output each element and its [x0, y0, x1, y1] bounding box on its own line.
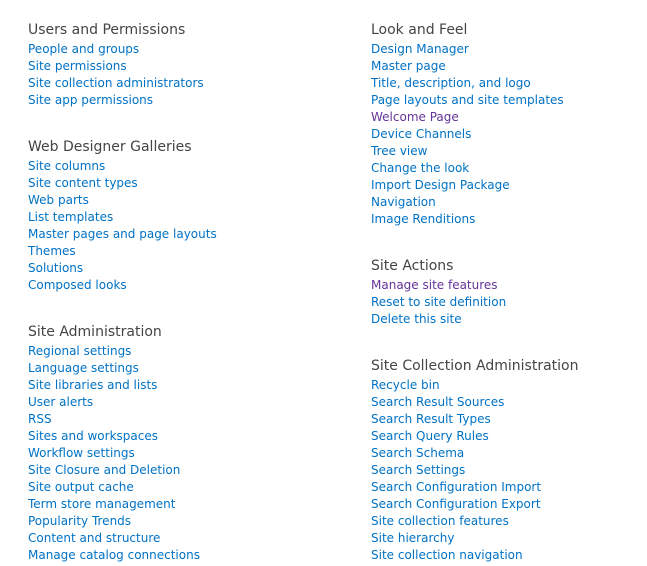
link-solutions[interactable]: Solutions	[28, 261, 84, 275]
link-sites-and-workspaces[interactable]: Sites and workspaces	[28, 429, 158, 443]
link-search-configuration-export[interactable]: Search Configuration Export	[371, 497, 541, 511]
link-composed-looks[interactable]: Composed looks	[28, 278, 127, 292]
link-design-manager[interactable]: Design Manager	[371, 42, 469, 56]
link-list-templates[interactable]: List templates	[28, 210, 114, 224]
link-language-settings[interactable]: Language settings	[28, 361, 139, 375]
link-import-design-package[interactable]: Import Design Package	[371, 178, 510, 192]
link-site-closure-and-deletion[interactable]: Site Closure and Deletion	[28, 463, 181, 477]
link-site-collection-navigation[interactable]: Site collection navigation	[371, 548, 523, 562]
link-search-schema[interactable]: Search Schema	[371, 446, 465, 460]
link-device-channels[interactable]: Device Channels	[371, 127, 472, 141]
link-regional-settings[interactable]: Regional settings	[28, 344, 132, 358]
link-search-query-rules[interactable]: Search Query Rules	[371, 429, 489, 443]
section-title: Users and Permissions	[28, 22, 186, 38]
link-search-configuration-import[interactable]: Search Configuration Import	[371, 480, 542, 494]
link-reset-to-site-definition[interactable]: Reset to site definition	[371, 295, 507, 309]
link-term-store-management[interactable]: Term store management	[28, 497, 176, 511]
link-title-description-and-logo[interactable]: Title, description, and logo	[371, 76, 531, 90]
link-site-collection-administrators[interactable]: Site collection administrators	[28, 76, 204, 90]
link-page-layouts-and-site-templates[interactable]: Page layouts and site templates	[371, 93, 564, 107]
link-site-collection-features[interactable]: Site collection features	[371, 514, 509, 528]
link-site-hierarchy[interactable]: Site hierarchy	[371, 531, 455, 545]
link-site-content-types[interactable]: Site content types	[28, 176, 138, 190]
link-search-result-types[interactable]: Search Result Types	[371, 412, 491, 426]
link-site-libraries-and-lists[interactable]: Site libraries and lists	[28, 378, 158, 392]
section-title: Site Administration	[28, 324, 162, 340]
section-users-and-permissions	[28, 21, 328, 107]
link-list	[28, 156, 328, 292]
link-site-output-cache[interactable]: Site output cache	[28, 480, 134, 494]
link-list	[28, 341, 328, 562]
section-title: Site Collection Administration	[371, 358, 579, 374]
section-web-designer-galleries	[28, 138, 328, 292]
link-search-settings[interactable]: Search Settings	[371, 463, 466, 477]
section-site-administration	[28, 323, 328, 562]
link-navigation[interactable]: Navigation	[371, 195, 436, 209]
link-delete-this-site[interactable]: Delete this site	[371, 312, 462, 326]
link-manage-catalog-connections[interactable]: Manage catalog connections	[28, 548, 200, 562]
link-site-app-permissions[interactable]: Site app permissions	[28, 93, 154, 107]
link-change-the-look[interactable]: Change the look	[371, 161, 470, 175]
link-workflow-settings[interactable]: Workflow settings	[28, 446, 135, 460]
section-title: Site Actions	[371, 258, 454, 274]
link-tree-view[interactable]: Tree view	[371, 144, 428, 158]
link-themes[interactable]: Themes	[28, 244, 76, 258]
link-list	[28, 39, 328, 107]
link-people-and-groups[interactable]: People and groups	[28, 42, 140, 56]
link-list	[371, 375, 641, 562]
link-web-parts[interactable]: Web parts	[28, 193, 89, 207]
link-image-renditions[interactable]: Image Renditions	[371, 212, 476, 226]
section-look-and-feel	[371, 21, 641, 226]
section-title: Web Designer Galleries	[28, 139, 192, 155]
link-site-permissions[interactable]: Site permissions	[28, 59, 127, 73]
link-master-pages-and-page-layouts[interactable]: Master pages and page layouts	[28, 227, 217, 241]
link-manage-site-features[interactable]: Manage site features	[371, 278, 498, 292]
section-site-actions	[371, 257, 641, 326]
link-list	[371, 275, 641, 326]
link-recycle-bin[interactable]: Recycle bin	[371, 378, 440, 392]
link-search-result-sources[interactable]: Search Result Sources	[371, 395, 505, 409]
link-user-alerts[interactable]: User alerts	[28, 395, 94, 409]
section-title: Look and Feel	[371, 22, 468, 38]
link-popularity-trends[interactable]: Popularity Trends	[28, 514, 132, 528]
link-welcome-page[interactable]: Welcome Page	[371, 110, 459, 124]
link-master-page[interactable]: Master page	[371, 59, 446, 73]
section-site-collection-administration	[371, 357, 641, 562]
link-content-and-structure[interactable]: Content and structure	[28, 531, 161, 545]
link-rss[interactable]: RSS	[28, 412, 52, 426]
link-site-columns[interactable]: Site columns	[28, 159, 106, 173]
link-list	[371, 39, 641, 226]
